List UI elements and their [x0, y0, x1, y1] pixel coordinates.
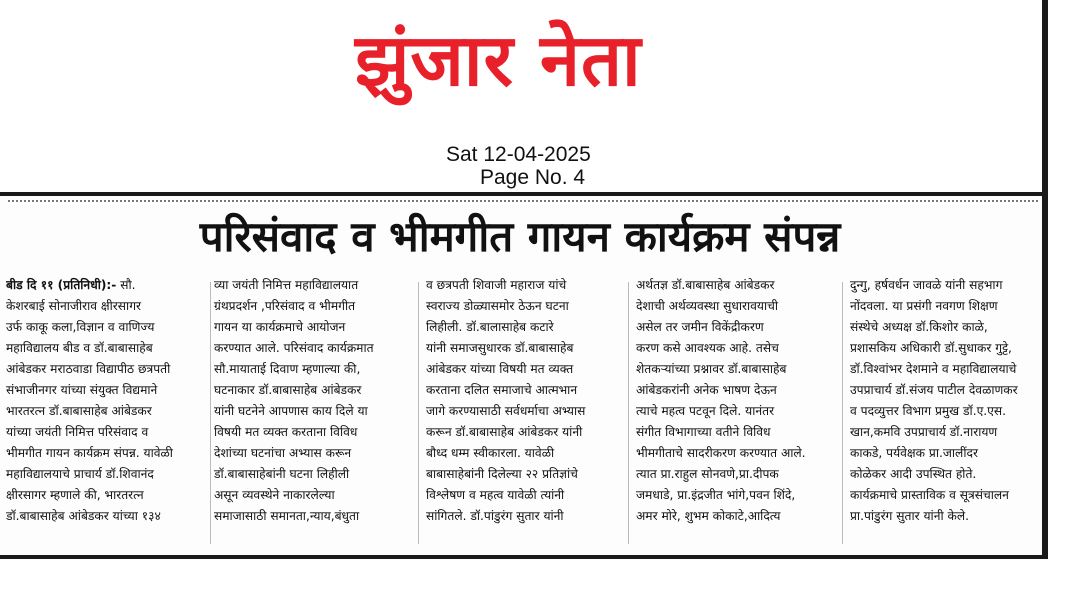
dotted-divider — [8, 200, 1038, 205]
column-line: विश्लेषण व महत्व यावेळी त्यांनी — [426, 488, 565, 502]
column-line: काकडे, पर्यवेक्षक प्रा.जालींदर — [850, 446, 978, 460]
column-line: उर्फ काकू कला,विज्ञान व वाणिज्य — [6, 320, 155, 334]
column-line: संगीत विभागाच्या वतीने विविध — [636, 425, 771, 439]
column-line: केशरबाई सोनाजीराव क्षीरसागर — [6, 299, 142, 313]
column-line: बाबासाहेबांनी दिलेल्या २२ प्रतिज्ञांचे — [426, 467, 578, 481]
publication-date: Sat 12-04-2025 — [446, 143, 591, 166]
article-column-4 — [636, 275, 834, 551]
column-line: दुन्गु, हर्षवर्धन जावळे यांनी सहभाग — [850, 278, 1003, 292]
column-line: अमर मोरे, शुभम कोकाटे,आदित्य — [636, 509, 781, 523]
column-line: डॉ.विश्वांभर देशमाने व महाविद्यालयाचे — [850, 362, 1017, 376]
column-line: बौध्द धम्म स्वीकारला. यावेळी — [426, 446, 555, 460]
column-line: करण्यात आले. परिसंवाद कार्यक्रमात — [214, 341, 374, 355]
column-line: आंबेडकर यांच्या विषयी मत व्यक्त — [426, 362, 574, 376]
column-line: शेतकर्‍यांच्या प्रश्नावर डॉ.बाबासाहेब — [636, 362, 787, 376]
column-line: संभाजीनगर यांच्या संयुक्त विद्यमाने — [6, 383, 158, 397]
column-line: ग्रंथप्रदर्शन ,परिसंवाद व भीमगीत — [214, 299, 356, 313]
article-dateline: बीड दि ११ (प्रतिनिधी):- — [6, 278, 117, 292]
column-line: स्वराज्य डोळ्यासमोर ठेऊन घटना — [426, 299, 569, 313]
column-line: महाविद्यालयाचे प्राचार्य डॉ.शिवानंद — [6, 467, 154, 481]
column-line: नोंदवला. या प्रसंगी नवगण शिक्षण — [850, 299, 998, 313]
newspaper-title: झुंजार नेता — [355, 18, 642, 102]
column-line: त्यात प्रा.राहुल सोनवणे,प्रा.दीपक — [636, 467, 779, 481]
column-line: करताना दलित समाजाचे आत्मभान — [426, 383, 578, 397]
column-line: आंबेडकरांनी अनेक भाषण देऊन — [636, 383, 777, 397]
column-line: व पदव्युत्तर विभाग प्रमुख डॉ.ए.एस. — [850, 404, 1007, 418]
page-number: Page No. 4 — [480, 166, 586, 189]
article-column-1 — [6, 275, 206, 551]
column-line: प्रशासकिय अधिकारी डॉ.सुधाकर गुट्टे, — [850, 341, 1012, 355]
column-line: डॉ.बाबासाहेबांनी घटना लिहीली — [214, 467, 350, 481]
column-line: यांनी घटनेने आपणास काय दिले या — [214, 404, 368, 418]
column-line: लिहीली. डॉ.बालासाहेब कटारे — [426, 320, 554, 334]
column-line: उपप्राचार्य डॉ.संजय पाटील देवळाणकर — [850, 383, 1018, 397]
column-line: आंबेडकर मराठवाडा विद्यापीठ छत्रपती — [6, 362, 171, 376]
column-line: करून डॉ.बाबासाहेब आंबेडकर यांनी — [426, 425, 583, 439]
column-separator — [628, 282, 629, 544]
column-line: असेल तर जमीन विकेंद्रीकरण — [636, 320, 764, 334]
column-line: गायन या कार्यक्रमाचे आयोजन — [214, 320, 346, 334]
column-line: क्षीरसागर म्हणाले की, भारतरत्न — [6, 488, 144, 502]
column-line: जमधाडे, प्रा.इंद्रजीत भांगे,पवन शिंदे, — [636, 488, 796, 502]
column-line: विषयी मत व्यक्त करताना विविध — [214, 425, 358, 439]
column-line: सांगितले. डॉ.पांडुरंग सुतार यांनी — [426, 509, 564, 523]
frame-right-border-top — [1042, 0, 1048, 200]
article-headline: परिसंवाद व भीमगीत गायन कार्यक्रम संपन्न — [199, 212, 841, 261]
column-line: महाविद्यालय बीड व डॉ.बाबासाहेब — [6, 341, 153, 355]
column-line: देशाची अर्थव्यवस्था सुधारावयाची — [636, 299, 779, 313]
column-line: बीड दि ११ (प्रतिनिधी):- सौ. — [6, 278, 136, 292]
column-line: जागे करण्यासाठी सर्वधर्माचा अभ्यास — [426, 404, 586, 418]
column-line: भीमगीताचे सादरीकरण करण्यात आले. — [636, 446, 806, 460]
column-separator — [418, 282, 419, 544]
column-line: व छत्रपती शिवाजी महाराज यांचे — [426, 278, 567, 292]
column-line: सौ.मायाताई दिवाण म्हणाल्या की, — [214, 362, 361, 376]
column-line: देशांच्या घटनांचा अभ्यास करून — [214, 446, 352, 460]
column-line: करण कसे आवश्यक आहे. तसेच — [636, 341, 779, 355]
column-line: समाजासाठी समानता,न्याय,बंधुता — [214, 509, 360, 523]
column-line: व्या जयंती निमित्त महाविद्यालयात — [214, 278, 359, 292]
column-line: कार्यक्रमाचे प्रास्ताविक व सूत्रसंचालन — [850, 488, 1009, 502]
newspaper-masthead — [0, 0, 1080, 192]
article-column-2 — [214, 275, 410, 551]
article-column-5 — [850, 275, 1040, 551]
column-line: भीमगीत गायन कार्यक्रम संपन्न. यावेळी — [6, 446, 173, 460]
column-line: संस्थेचे अध्यक्ष डॉ.किशोर काळे, — [850, 320, 988, 334]
column-line: अर्थतज्ञ डॉ.बाबासाहेब आंबेडकर — [636, 278, 775, 292]
column-line: असून व्यवस्थेने नाकारलेल्या — [214, 488, 335, 502]
column-line: यांनी समाजसुधारक डॉ.बाबासाहेब — [426, 341, 574, 355]
article-column-3 — [426, 275, 620, 551]
column-line: डॉ.बाबासाहेब आंबेडकर यांच्या १३४ — [6, 509, 161, 523]
column-line: खान,कमवि उपप्राचार्य डॉ.नारायण — [850, 425, 998, 439]
column-separator — [210, 282, 211, 544]
column-line: कोळेकर आदी उपस्थित होते. — [850, 467, 977, 481]
column-separator — [842, 282, 843, 544]
frame-right-border — [1042, 192, 1048, 559]
column-line: त्याचे महत्व पटवून दिले. यानंतर — [636, 404, 775, 418]
page-bottom-margin — [0, 559, 1048, 597]
column-line: भारतरत्न डॉ.बाबासाहेब आंबेडकर — [6, 404, 152, 418]
column-line: प्रा.पांडुरंग सुतार यांनी केले. — [850, 509, 970, 523]
column-line: घटनाकार डॉ.बाबासाहेब आंबेडकर — [214, 383, 362, 397]
column-line: यांच्या जयंती निमित्त परिसंवाद व — [6, 425, 149, 439]
